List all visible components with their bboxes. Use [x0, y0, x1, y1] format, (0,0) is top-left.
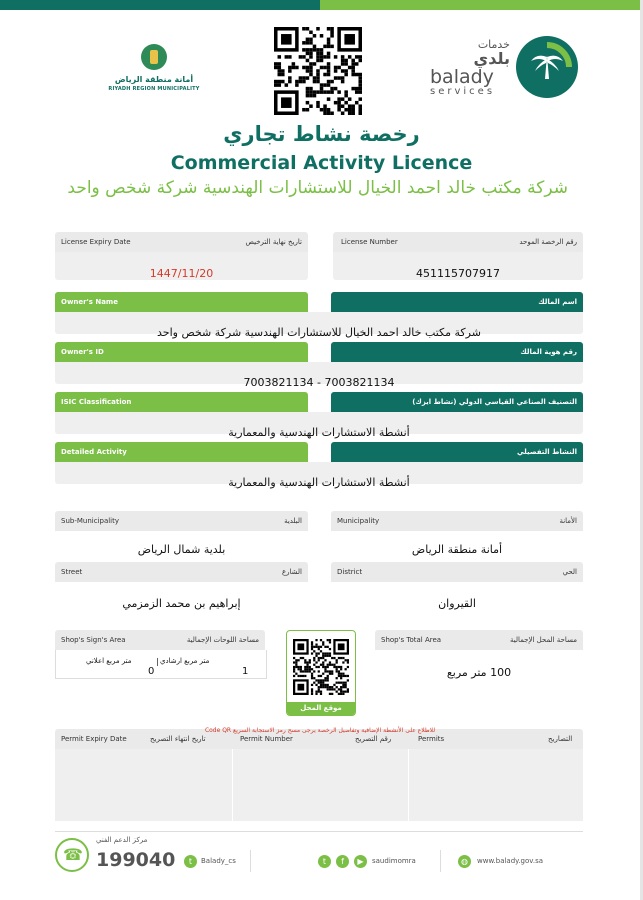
license-qr-code [274, 27, 362, 115]
signs-area-label-ar: مساحة اللوحات الإجمالية [186, 636, 259, 644]
permit-expiry-label-ar: تاريخ انتهاء التصريح [150, 735, 206, 743]
street-label-ar: الشارع [281, 568, 302, 576]
license-number-value: 451115707917 [416, 267, 500, 280]
permits-label-en: Permits [418, 735, 445, 743]
globe-icon[interactable]: ◍ [458, 855, 471, 868]
detailed-activity-label-en: Detailed Activity [61, 448, 127, 456]
twitter-icon[interactable]: t [184, 855, 197, 868]
balady-wordmark [430, 38, 510, 108]
owner-name-label-en: Owner's Name [61, 298, 118, 306]
street-label-en: Street [61, 568, 83, 576]
detailed-activity-label-ar: النشاط التفصيلي [517, 448, 577, 456]
license-expiry-label-ar: تاريخ نهاية الترخيص [245, 238, 302, 246]
permits-table-body [55, 749, 583, 821]
district-header [331, 562, 583, 582]
permits-label-ar: التصاريح [548, 735, 573, 743]
license-number-label-ar: رقم الرخصة الموحد [519, 238, 577, 246]
permits-column-divider [408, 749, 409, 821]
shop-location-qr-code [293, 639, 349, 695]
support-center-number[interactable]: 199040 [96, 849, 176, 871]
owner-name-header-en [55, 292, 308, 312]
owner-name-header-ar [331, 292, 583, 312]
district-label-ar: الحي [562, 568, 577, 576]
municipality-label-en: Municipality [337, 517, 380, 525]
permits-column-divider [232, 749, 233, 821]
company-name: شركة مكتب خالد احمد الخيال للاستشارات الهندسية شركة شخص واحد [67, 178, 568, 198]
shop-location-qr-card[interactable] [286, 630, 356, 716]
top-color-bar [0, 0, 643, 10]
total-area-value: 100 متر مربع [446, 666, 512, 679]
total-area-header [375, 630, 583, 650]
twitter-cs-handle[interactable]: Balady_cs [201, 857, 236, 865]
isic-header-en [55, 392, 308, 412]
support-center-label: مركز الدعم الفني [96, 836, 148, 844]
owner-id-value: 7003821134 - 7003821134 [243, 376, 395, 389]
detailed-activity-header-en [55, 442, 308, 462]
signs-separator: | [156, 657, 159, 666]
footer-separator [250, 850, 251, 872]
website-link[interactable]: www.balady.gov.sa [477, 857, 544, 865]
owner-name-label-ar: اسم المالك [538, 298, 577, 306]
facebook-icon[interactable]: f [336, 855, 349, 868]
isic-header-ar [331, 392, 583, 412]
municipality-value: أمانة منطقة الرياض [411, 543, 503, 556]
rrm-logo-ar: أمانة منطقة الرياض [114, 75, 194, 84]
permit-number-label-en: Permit Number [240, 735, 293, 743]
municipality-label-ar: الأمانة [559, 517, 577, 525]
emblem-icon [141, 44, 167, 70]
street-header [55, 562, 308, 582]
owner-id-label-en: Owner's ID [61, 348, 104, 356]
footer-separator [440, 850, 441, 872]
license-number-label-en: License Number [341, 238, 398, 246]
municipality-header [331, 511, 583, 531]
twitter-icon[interactable]: t [318, 855, 331, 868]
signs-ad-value: 0 [148, 666, 155, 677]
signs-ad-label: متر مربع اعلاني [86, 657, 132, 665]
owner-id-label-ar: رقم هوية المالك [520, 348, 577, 356]
top-color-bar-dark [0, 0, 320, 10]
detailed-activity-header-ar [331, 442, 583, 462]
sub-municipality-value: بلدية شمال الرياض [137, 543, 226, 556]
total-area-label-en: Shop's Total Area [381, 636, 442, 644]
signs-area-header [55, 630, 265, 650]
balady-services: services [430, 86, 496, 97]
youtube-icon[interactable]: ▶ [354, 855, 367, 868]
permit-expiry-label-en: Permit Expiry Date [61, 735, 127, 743]
balady-ar-top: خدمات [477, 38, 510, 51]
balady-en: balady [430, 66, 494, 88]
district-value: القيروان [438, 597, 476, 610]
sub-municipality-header [55, 511, 308, 531]
social-handle[interactable]: saudimomra [372, 857, 416, 865]
isic-label-ar: التصنيف الصناعي القياسي الدولي (نشاط ايزك) [412, 398, 577, 406]
permits-qr-note: للاطلاع على الأنشطة الإضافية وتفاصيل الرخصة يرجى مسح رمز الاستجابة السريع Code QR [204, 727, 436, 734]
sub-municipality-label-en: Sub-Municipality [61, 517, 120, 525]
isic-label-en: ISIC Classification [61, 398, 132, 406]
isic-value: أنشطة الاستشارات الهندسية والمعمارية [228, 426, 410, 439]
owner-id-header-en [55, 342, 308, 362]
owner-id-header-ar [331, 342, 583, 362]
phone-icon: ☎ [55, 838, 89, 872]
riyadh-municipality-logo [104, 44, 204, 104]
district-label-en: District [337, 568, 363, 576]
title-english: Commercial Activity Licence [170, 152, 473, 174]
sub-municipality-label-ar: البلدية [284, 517, 302, 525]
license-expiry-header [55, 232, 308, 252]
balady-logo-icon [515, 35, 579, 99]
signs-area-label-en: Shop's Sign's Area [61, 636, 126, 644]
balady-ar: بلدي [473, 49, 510, 68]
owner-name-value: شركة مكتب خالد احمد الخيال للاستشارات الهندسية شركة شخص واحد [157, 326, 481, 339]
street-value: إبراهيم بن محمد الزمزمي [122, 597, 241, 610]
license-expiry-value: 1447/11/20 [149, 267, 214, 280]
shop-location-caption: موقع المحل [287, 702, 355, 715]
license-number-header [333, 232, 583, 252]
total-area-label-ar: مساحة المحل الإجمالية [509, 636, 577, 644]
rrm-logo-en: RIYADH REGION MUNICIPALITY [108, 86, 200, 92]
footer-divider [55, 831, 583, 832]
title-arabic: رخصة نشاط تجاري [223, 122, 420, 146]
detailed-activity-value: أنشطة الاستشارات الهندسية والمعمارية [228, 476, 410, 489]
permit-number-label-ar: رقم التصريح [355, 735, 392, 743]
signs-guide-label: متر مربع ارشادي [160, 657, 210, 665]
signs-guide-value: 1 [242, 666, 249, 677]
license-expiry-label-en: License Expiry Date [61, 238, 131, 246]
